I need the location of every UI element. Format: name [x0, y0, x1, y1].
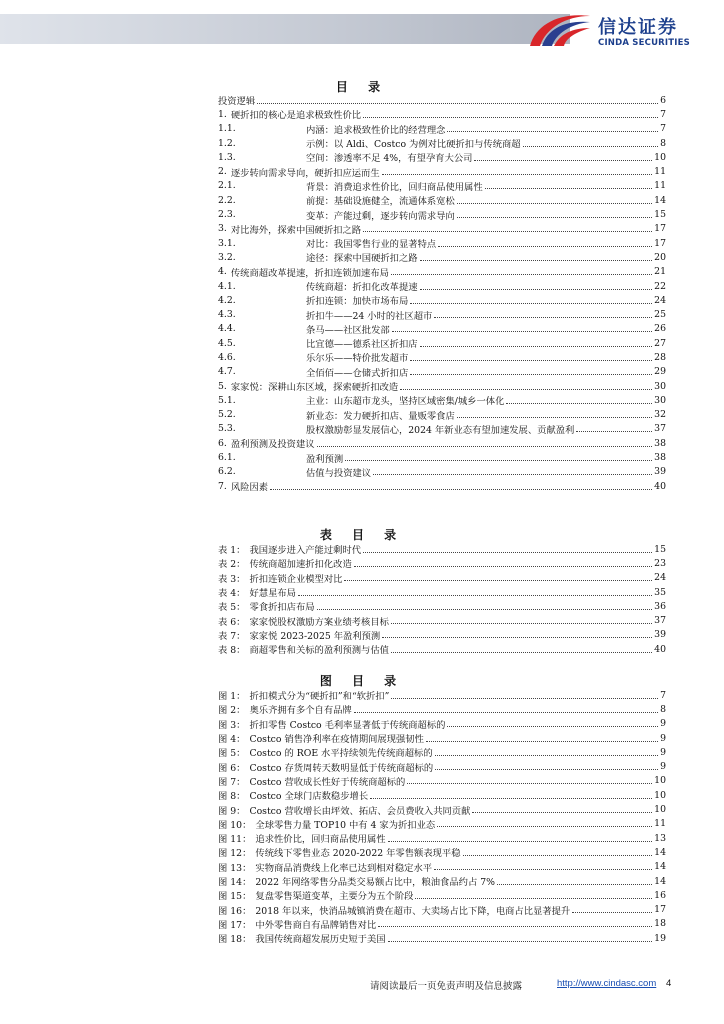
dot-leader [400, 389, 652, 390]
tables-index-list [218, 542, 666, 656]
dot-leader [420, 346, 653, 347]
toc-entry[interactable] [218, 436, 666, 450]
figure-index-entry-page: 9 [660, 761, 666, 773]
figure-index-entry-label: 传统线下零售业态 2020-2022 年零售额表现平稳 [255, 848, 461, 860]
figure-index-entry-number: 图 11： [218, 834, 252, 846]
toc-entry-label: 前提：基础设施健全，流通体系宽松 [306, 196, 455, 208]
figure-index-entry-page: 9 [660, 732, 666, 744]
toc-entry-label: 传统商超改革提速，折扣连锁加速布局 [230, 267, 389, 279]
dot-leader [474, 160, 652, 161]
figure-index-entry-label: 2018 年以来，快消品城镇消费在超市、大卖场占比下降，电商占比显著提升 [255, 905, 571, 917]
dot-leader [410, 303, 652, 304]
dot-leader [363, 552, 652, 553]
dot-leader [497, 884, 652, 885]
figure-index-entry-number: 图 14： [218, 877, 252, 888]
toc-entry-label: 比宜德——德系社区折扣店 [306, 339, 418, 351]
toc-entry-number: 6.1. [218, 452, 236, 464]
toc-entry-page: 11 [654, 180, 666, 192]
toc-entry[interactable] [218, 350, 666, 364]
toc-entry-page: 40 [654, 480, 666, 492]
table-index-entry-label: 家家悦股权激励方案业绩考核目标 [249, 616, 389, 628]
dot-leader [407, 783, 652, 784]
figure-index-entry-label: 全球零售力量 TOP10 中有 4 家为折扣业态 [255, 819, 436, 831]
toc-entry-number: 3.1. [218, 237, 236, 249]
toc-entry-page: 29 [654, 366, 666, 378]
toc-entry-label: 估值与投资建议 [306, 467, 372, 479]
figure-index-entry[interactable] [218, 717, 666, 731]
table-index-entry[interactable] [218, 542, 666, 556]
dot-leader [457, 203, 652, 204]
toc-entry-number: 5. [218, 380, 227, 392]
dot-leader [391, 623, 652, 624]
toc-entry-label: 条马——社区批发部 [306, 324, 390, 336]
figure-index-entry-label: Costco 营收成长性好于传统商超标的 [249, 776, 406, 788]
dot-leader [434, 317, 652, 318]
table-index-entry[interactable] [218, 585, 666, 599]
toc-entry[interactable] [218, 336, 666, 350]
dot-leader [382, 174, 653, 175]
brand-name-cn: 信达证券 [598, 17, 678, 38]
figure-index-entry-label: Costco 存货周转天数明显低于传统商超标的 [249, 762, 434, 774]
dot-leader [572, 912, 652, 913]
toc-entry-label: 对比海外，探索中国硬折扣之路 [230, 224, 362, 236]
dot-leader [382, 637, 652, 638]
toc-entry-page: 14 [654, 194, 666, 206]
dot-leader [270, 489, 652, 490]
figure-index-entry-number: 图 2： [218, 705, 246, 717]
toc-entry-page: 32 [654, 409, 666, 421]
toc-entry-number: 1.1. [218, 123, 236, 135]
figure-index-entry-label: 实物商品消费线上化率已达到相对稳定水平 [255, 862, 433, 874]
figure-index-entry-page: 9 [660, 746, 666, 758]
toc-entry-number: 4.3. [218, 309, 236, 321]
table-index-entry-page: 35 [654, 586, 666, 598]
figure-index-entry-number: 图 1： [218, 691, 246, 703]
dot-leader [485, 188, 653, 189]
toc-entry-number: 5.2. [218, 409, 236, 421]
toc-entry-number: 4.5. [218, 337, 236, 349]
table-index-entry-label: 我国逐步进入产能过剩时代 [249, 545, 362, 557]
figure-index-entry-number: 图 4： [218, 734, 246, 746]
toc-entry[interactable] [218, 250, 666, 264]
figure-index-entry-label: 复盘零售渠道变革，主要分为五个阶段 [255, 891, 414, 903]
toc-entry-number: 3.2. [218, 251, 236, 263]
figure-index-entry-page: 14 [654, 875, 666, 887]
figure-index-entry-number: 图 8： [218, 791, 246, 803]
dot-leader [420, 289, 653, 290]
toc-entry-label: 传统商超：折扣化改革提速 [306, 282, 418, 293]
figure-index-entry-page: 7 [660, 689, 666, 701]
dot-leader [373, 474, 652, 475]
toc-entry[interactable] [218, 207, 666, 221]
table-index-entry-number: 表 4： [218, 588, 246, 600]
dot-leader [391, 698, 658, 699]
table-index-entry-page: 24 [654, 572, 666, 584]
table-index-entry-page: 36 [654, 600, 666, 612]
figure-index-entry[interactable] [218, 788, 666, 802]
toc-entry-label: 途径：探索中国硬折扣之路 [306, 253, 418, 265]
figure-index-entry-page: 17 [654, 904, 666, 916]
figure-index-entry-label: Costco 销售净利率在疫情期间展现强韧性 [249, 734, 424, 746]
figure-index-entry-page: 11 [654, 818, 666, 830]
dot-leader [317, 609, 653, 610]
page-header [0, 0, 724, 54]
figures-index-list [218, 688, 666, 945]
figure-index-entry-label: 追求性价比，回归商品使用属性 [255, 834, 386, 846]
dot-leader [391, 274, 652, 275]
toc-entry-label: 折扣连锁：加快市场布局 [306, 296, 409, 308]
toc-entry-number: 5.1. [218, 394, 236, 406]
dot-leader [415, 898, 652, 899]
figure-index-entry-label: Costco 的 ROE 水平持续领先传统商超标的 [249, 748, 433, 760]
toc-list [218, 93, 666, 493]
figure-index-entry[interactable] [218, 917, 666, 931]
figure-index-entry-page: 13 [654, 832, 666, 844]
toc-entry-label: 硬折扣的核心是追求极致性价比 [230, 110, 362, 122]
toc-entry-page: 38 [654, 437, 666, 449]
figure-index-entry-label: 折扣零售 Costco 毛利率显著低于传统商超标的 [249, 719, 446, 731]
toc-entry-label: 全佰佰——仓储式折扣店 [306, 367, 409, 379]
dot-leader [378, 926, 652, 927]
toc-entry[interactable] [218, 422, 666, 436]
dot-leader [447, 726, 658, 727]
figure-index-entry-page: 19 [654, 932, 666, 944]
toc-entry-number: 6.2. [218, 466, 236, 478]
dot-leader [457, 217, 652, 218]
toc-entry-page: 6 [660, 94, 666, 106]
dot-leader [457, 417, 652, 418]
table-index-entry-label: 零食折扣店布局 [249, 602, 315, 614]
toc-entry-number: 7. [218, 480, 227, 492]
toc-entry-page: 15 [654, 209, 666, 221]
toc-entry-page: 27 [654, 337, 666, 349]
table-index-entry[interactable] [218, 556, 666, 570]
toc-entry[interactable] [218, 365, 666, 379]
toc-entry-page: 25 [654, 309, 666, 321]
figure-index-entry-number: 图 16： [218, 905, 252, 917]
toc-entry-label: 内涵：追求极致性价比的经营理念 [306, 124, 446, 136]
toc-entry-number: 4.4. [218, 323, 236, 335]
toc-entry[interactable] [218, 222, 666, 236]
figure-index-entry-number: 图 10： [218, 819, 252, 831]
figure-index-entry-page: 10 [654, 775, 666, 787]
dot-leader [576, 431, 652, 432]
toc-entry-number: 1.3. [218, 151, 236, 163]
toc-entry[interactable] [218, 107, 666, 121]
dot-leader [363, 231, 652, 232]
toc-entry-number: 4.2. [218, 294, 236, 306]
table-index-entry-label: 商超零售和关标的盈利预测与估值 [249, 645, 389, 657]
dot-leader [435, 755, 658, 756]
toc-entry-page: 37 [654, 423, 666, 435]
figures-index-title: 图 目 录 [319, 674, 405, 688]
toc-entry-label: 乐尔乐——特价批发超市 [306, 353, 409, 365]
figure-index-entry[interactable] [218, 931, 666, 945]
toc-entry-number: 5.3. [218, 423, 236, 435]
dot-leader [463, 855, 653, 856]
toc-entry-page: 17 [654, 223, 666, 235]
toc-entry-number: 6. [218, 437, 227, 449]
figure-index-entry-label: 2022 年网络零售分品类交易额占比中，粮油食品约占 7% [255, 877, 495, 888]
dot-leader [344, 580, 652, 581]
table-index-entry-number: 表 8： [218, 645, 246, 657]
toc-entry-page: 30 [654, 380, 666, 392]
figure-index-entry[interactable] [218, 831, 666, 845]
figure-index-entry-label: 折扣模式分为“硬折扣”和“软折扣” [249, 691, 390, 703]
brand-name [598, 18, 690, 49]
toc-entry-label: 投资逻辑 [218, 96, 256, 108]
table-index-entry-page: 15 [654, 543, 666, 555]
figure-index-entry[interactable] [218, 745, 666, 759]
figure-index-entry[interactable] [218, 702, 666, 716]
figure-index-entry-number: 图 7： [218, 776, 246, 788]
dot-leader [435, 769, 658, 770]
toc-entry[interactable] [218, 379, 666, 393]
figure-index-entry-page: 10 [654, 804, 666, 816]
table-index-entry-page: 39 [654, 629, 666, 641]
toc-entry-page: 21 [654, 266, 666, 278]
dot-leader [317, 446, 653, 447]
figure-index-entry-label: Costco 全球门店数稳步增长 [249, 791, 369, 803]
table-index-entry-label: 折扣连锁企业模型对比 [249, 573, 343, 585]
toc-entry[interactable] [218, 307, 666, 321]
toc-entry-label: 背景：消费追求性价比，回归商品使用属性 [306, 181, 483, 193]
table-index-entry[interactable] [218, 613, 666, 627]
figure-index-entry-page: 18 [654, 918, 666, 930]
toc-entry-label: 对比：我国零售行业的显著特点 [306, 239, 437, 251]
figure-index-entry-number: 图 3： [218, 719, 246, 731]
toc-entry-page: 7 [660, 108, 666, 120]
toc-entry-page: 8 [660, 137, 666, 149]
figure-index-entry[interactable] [218, 802, 666, 816]
toc-entry-page: 39 [654, 466, 666, 478]
dot-leader [388, 941, 653, 942]
table-index-entry-number: 表 2： [218, 559, 246, 571]
toc-entry[interactable] [218, 179, 666, 193]
table-index-entry-number: 表 6： [218, 616, 246, 628]
figure-index-entry[interactable] [218, 845, 666, 859]
figure-index-entry-label: 中外零售商自有品牌销售对比 [255, 919, 377, 931]
figure-index-entry-label: Costco 营收增长由坪效、拓店、会员费收入共同贡献 [249, 805, 471, 817]
toc-entry-page: 38 [654, 452, 666, 464]
page-footer [0, 978, 724, 992]
toc-entry-label: 变革：产能过剩，逐步转向需求导向 [306, 210, 455, 222]
toc-entry-page: 11 [654, 166, 666, 178]
footer-disclaimer: 请阅读最后一页免责声明及信息披露 [370, 981, 523, 992]
figure-index-entry-number: 图 12： [218, 848, 252, 860]
header-gradient-band [0, 14, 570, 44]
toc-entry-number: 1. [218, 108, 227, 120]
toc-entry[interactable] [218, 322, 666, 336]
toc-entry[interactable] [218, 293, 666, 307]
figure-index-entry-page: 14 [654, 861, 666, 873]
figure-index-entry-page: 14 [654, 846, 666, 858]
dot-leader [354, 566, 652, 567]
dot-leader [410, 360, 652, 361]
dot-leader [354, 712, 658, 713]
footer-page-number: 4 [666, 978, 672, 989]
toc-entry-label: 风险因素 [230, 482, 269, 494]
table-index-entry[interactable] [218, 599, 666, 613]
toc-entry[interactable] [218, 465, 666, 479]
figure-index-entry-page: 10 [654, 789, 666, 801]
toc-entry-number: 4.7. [218, 366, 236, 378]
figure-index-entry-page: 9 [660, 718, 666, 730]
table-index-entry-label: 家家悦 2023-2025 年盈利预测 [249, 630, 381, 642]
toc-entry-label: 盈利预测及投资建议 [230, 439, 315, 451]
toc-entry-label: 折扣牛——24 小时的社区超市 [306, 310, 433, 322]
figure-index-entry-number: 图 13： [218, 862, 252, 874]
table-index-entry-label: 好慧星布局 [249, 588, 296, 600]
toc-entry-label: 空间：渗透率不足 4%，有望孕育大公司 [306, 153, 473, 165]
dot-leader [438, 246, 652, 247]
toc-entry-page: 28 [654, 351, 666, 363]
toc-entry[interactable] [218, 164, 666, 178]
dot-leader [391, 652, 652, 653]
figure-index-entry[interactable] [218, 759, 666, 773]
dot-leader [363, 117, 658, 118]
figure-index-entry-label: 奥乐齐拥有多个自有品牌 [249, 705, 352, 717]
dot-leader [437, 826, 652, 827]
dot-leader [420, 260, 653, 261]
toc-entry-number: 4. [218, 266, 227, 278]
figure-index-entry-number: 图 6： [218, 762, 246, 774]
footer-website-link[interactable]: http://www.cindasc.com [557, 978, 657, 989]
figure-index-entry-number: 图 17： [218, 919, 252, 931]
toc-entry-label: 示例：以 Aldi、Costco 为例对比硬折扣与传统商超 [306, 139, 521, 151]
table-index-entry-page: 40 [654, 643, 666, 655]
dot-leader [370, 798, 652, 799]
toc-entry-label: 逐步转向需求导向，硬折扣应运而生 [230, 167, 380, 179]
table-index-entry-number: 表 3： [218, 573, 246, 585]
table-index-entry-page: 37 [654, 615, 666, 627]
table-index-entry[interactable] [218, 628, 666, 642]
figure-index-entry-number: 图 9： [218, 805, 246, 817]
toc-entry-label: 家家悦：深耕山东区域，探索硬折扣改造 [230, 382, 399, 394]
toc-entry-number: 2.2. [218, 194, 236, 206]
table-index-entry[interactable] [218, 571, 666, 585]
toc-entry-number: 3. [218, 223, 227, 235]
toc-entry[interactable] [218, 279, 666, 293]
figure-index-entry-label: 我国传统商超发展历史短于美国 [255, 934, 386, 946]
toc-entry[interactable] [218, 479, 666, 493]
dot-leader [472, 812, 652, 813]
dot-leader [298, 595, 652, 596]
figure-index-entry[interactable] [218, 731, 666, 745]
figure-index-entry-number: 图 18： [218, 934, 252, 946]
toc-entry[interactable] [218, 265, 666, 279]
table-index-entry-number: 表 1： [218, 545, 246, 557]
dot-leader [523, 146, 658, 147]
toc-entry-page: 26 [654, 323, 666, 335]
figure-index-entry-number: 图 15： [218, 891, 252, 903]
dot-leader [388, 841, 653, 842]
figure-index-entry-page: 16 [654, 889, 666, 901]
table-index-entry-label: 传统商超加速折扣化改造 [249, 559, 352, 571]
tables-index-title: 表 目 录 [319, 528, 405, 542]
brand-name-en: CINDA SECURITIES [598, 38, 690, 48]
table-index-entry-number: 表 5： [218, 602, 246, 614]
toc-entry-page: 24 [654, 294, 666, 306]
figure-index-entry-number: 图 5： [218, 748, 246, 760]
toc-entry[interactable] [218, 150, 666, 164]
dot-leader [434, 869, 652, 870]
toc-entry-number: 2. [218, 166, 227, 178]
toc-entry-number: 4.6. [218, 351, 236, 363]
toc-entry-number: 2.1. [218, 180, 236, 192]
toc-entry-label: 盈利预测 [306, 453, 344, 465]
toc-entry[interactable] [218, 408, 666, 422]
dot-leader [447, 131, 658, 132]
toc-entry-number: 2.3. [218, 209, 236, 221]
figure-index-entry[interactable] [218, 874, 666, 888]
figure-index-entry[interactable] [218, 817, 666, 831]
toc-entry-page: 10 [654, 151, 666, 163]
figure-index-entry[interactable] [218, 902, 666, 916]
toc-entry-number: 1.2. [218, 137, 236, 149]
toc-entry-page: 7 [660, 123, 666, 135]
toc-entry[interactable] [218, 450, 666, 464]
table-index-entry-number: 表 7： [218, 630, 246, 642]
toc-entry[interactable] [218, 122, 666, 136]
toc-title: 目 录 [335, 80, 389, 94]
toc-entry-page: 17 [654, 237, 666, 249]
toc-entry[interactable] [218, 236, 666, 250]
toc-entry-page: 20 [654, 251, 666, 263]
cinda-logo-icon [526, 6, 594, 50]
dot-leader [506, 403, 652, 404]
toc-entry-label: 主业：山东超市龙头，坚持区域密集/城乡一体化 [306, 396, 505, 408]
dot-leader [392, 331, 652, 332]
figure-index-entry[interactable] [218, 860, 666, 874]
toc-entry-page: 30 [654, 394, 666, 406]
dot-leader [345, 460, 652, 461]
toc-entry-number: 4.1. [218, 280, 236, 292]
toc-entry[interactable] [218, 136, 666, 150]
toc-entry-label: 新业态：发力硬折扣店、量贩零食店 [306, 410, 455, 422]
figure-index-entry[interactable] [218, 688, 666, 702]
toc-entry[interactable] [218, 93, 666, 107]
toc-entry-label: 股权激励彰显发展信心，2024 年新业态有望加速发展、贡献盈利 [306, 424, 575, 436]
figure-index-entry-page: 8 [660, 703, 666, 715]
figure-index-entry[interactable] [218, 888, 666, 902]
toc-entry-page: 22 [654, 280, 666, 292]
table-index-entry[interactable] [218, 642, 666, 656]
dot-leader [426, 741, 658, 742]
toc-entry[interactable] [218, 193, 666, 207]
dot-leader [410, 374, 652, 375]
toc-entry[interactable] [218, 393, 666, 407]
table-index-entry-page: 23 [654, 557, 666, 569]
dot-leader [257, 103, 658, 104]
figure-index-entry[interactable] [218, 774, 666, 788]
